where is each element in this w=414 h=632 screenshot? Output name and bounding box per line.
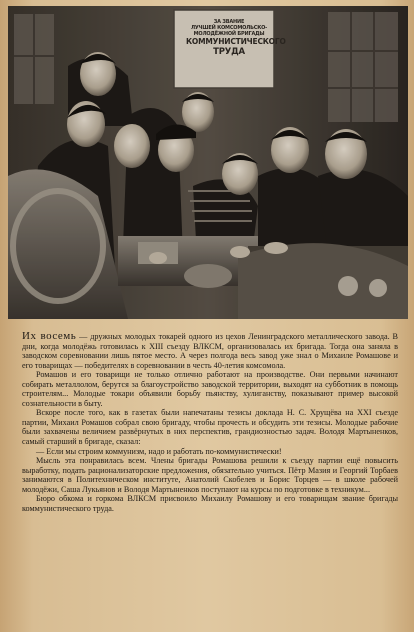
article-lead: Их восемь [22, 330, 77, 342]
article-paragraph-2: Ромашов и его товарищи не только отлично работают на производстве. Они первыми начинают собирать металлолом, берутся за благоустройство заводской территории, выходят на субботник в помощь строителям... Молодые токари объявили борьбу пьянству, хулиганству, показывают пример высокой сознательности в быту. [22, 370, 398, 408]
article-paragraph-6: Бюро обкома и горкома ВЛКСМ присвоило Михаилу Ромашову и его товарищам звание бригады коммунистического труда. [22, 494, 398, 513]
article-paragraph-4: — Если мы строим коммунизм, надо и работать по-коммунистически! [36, 446, 282, 456]
article-paragraph-5: Мысль эта понравилась всем. Члены бригады Ромашова решили к съезду партии ещё повысить выработку, подать рационализаторские предложения, обязательно учиться. Пётр Мазия и Георгий Торбаев занимаются в Политехническом институте, Анатолий Скобелев и Борис Торцев — в школе рабочей молодёжи, Саша Лукьянов и Володя Мартыненков поступают на курсы по подготовке в техникум... [22, 456, 398, 494]
banner-sign [186, 19, 286, 58]
article-body [22, 332, 398, 513]
article-paragraph-1-text: — дружных молодых токарей одного из цехов Ленинградского металлического завода. В дни, когда молодёжь готовилась к XIII съезду ВЛКСМ, организовалась их бригада. Тогда она заняла в заводском соревновании лишь пятое место. А через полгода весь завод уже знал о Михаиле Ромашове и его товарищах — победителях в соревновании в честь 40-летия комсомола. [22, 332, 399, 370]
banner-line-4: ТРУДА [213, 46, 245, 57]
brigade-photograph [8, 6, 408, 319]
banner-line-1: ЗА ЗВАНИЕ [213, 19, 245, 25]
banner-line-3: КОММУНИСТИЧЕСКОГО [186, 37, 286, 47]
article-paragraph-3: Вскоре после того, как в газетах были напечатаны тезисы доклада Н. С. Хрущёва на XXI съезде партии, Михаил Ромашов собрал свою бригаду, чтобы прочесть и обсудить эти тезисы. Молодые рабочие были захвачены величием развёрнутых в них перспектив, грандиозностью задач. Володя Мартыненков, самый старший в бригаде, сказал: [22, 408, 398, 447]
banner-line-2: ЛУЧШЕЙ КОМСОМОЛЬСКО-МОЛОДЁЖНОЙ БРИГАДЫ [190, 24, 268, 37]
article-paragraph-1 [22, 332, 398, 370]
